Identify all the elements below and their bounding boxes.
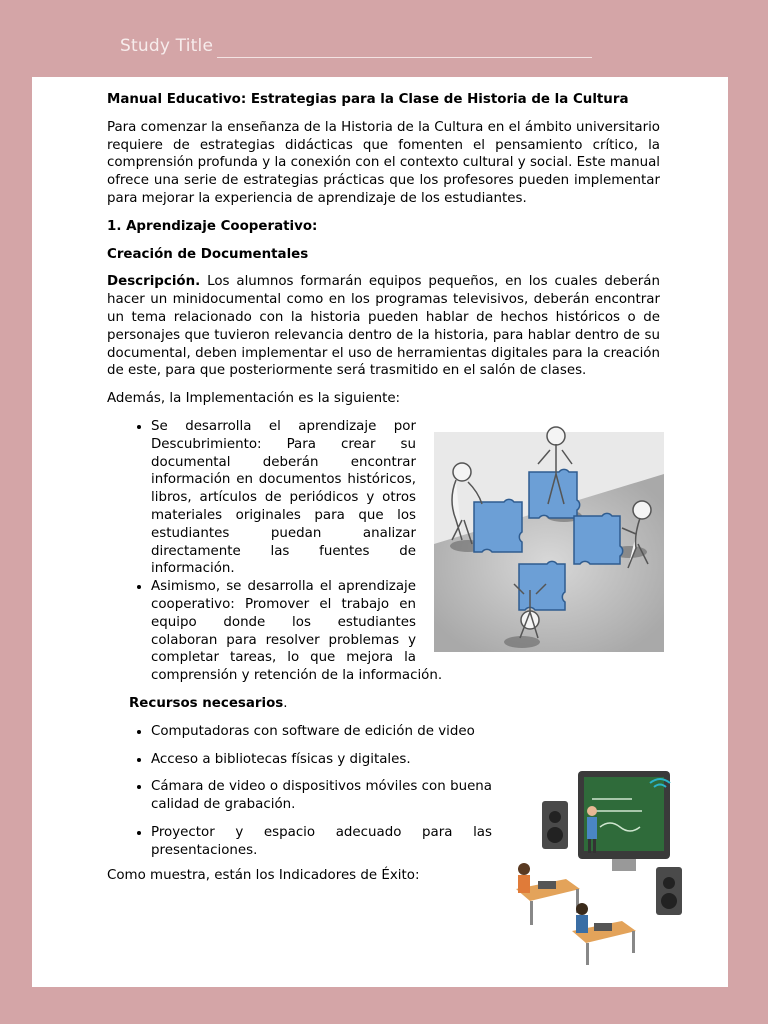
document-page	[32, 77, 728, 987]
description-label: Descripción.	[107, 274, 201, 290]
puzzle-teamwork-illustration	[434, 424, 664, 656]
intro-paragraph: Para comenzar la enseñanza de la Historia de la Cultura en el ámbito universitario requiere de estrategias didácticas que fomenten el pensamiento crítico, la comprensión profunda y la conexión con el contexto cultural y social. Este manual ofrece una serie de estrategias prácticas que los profesores pueden implementar para mejorar la experiencia de aprendizaje de los estudiantes.	[107, 119, 660, 206]
implementation-intro: Además, la Implementación es la siguiente:	[107, 391, 401, 407]
resources-heading	[107, 695, 660, 713]
study-title: Study Title	[120, 36, 214, 56]
resources-heading-period: .	[283, 695, 288, 711]
description-text: Los alumnos formarán equipos pequeños, en los cuales deberán hacer un minidocumental como en los programas televisivos, deberán encontrar un tema relacionado con la historia pueden hablar de hechos históricos o de personajes que tuvieron relevancia dentro de la historia, para hablar dentro de su documental, deben implementar el uso de herramientas digitales para la creación de este, para que posteriormente será trasmitido en el salón de clases.	[107, 274, 660, 379]
resource-item: • Acceso a bibliotecas físicas y digitales.	[151, 751, 660, 769]
resource-item: • Cámara de video o dispositivos móviles con buena calidad de grabación.	[151, 778, 660, 814]
document-content	[107, 91, 660, 969]
implementation-item: • Asimismo, se desarrolla el aprendizaje cooperativo: Promover el trabajo en equipo donde los estudiantes colaboran para resolver problemas y completar tareas, lo que mejora la comprensión y retención de la información.	[151, 578, 660, 685]
document-title: Manual Educativo: Estrategias para la Clase de Historia de la Cultura	[107, 92, 629, 107]
description-paragraph	[107, 273, 660, 380]
section-heading: 1. Aprendizaje Cooperativo:	[107, 218, 318, 234]
study-title-line	[217, 57, 592, 58]
classroom-illustration	[500, 769, 700, 969]
closing-paragraph: Como muestra, están los Indicadores de Éxito:	[107, 868, 420, 884]
subsection-heading: Creación de Documentales	[107, 246, 309, 262]
implementation-item: • Se desarrolla el aprendizaje por Descubrimiento: Para crear su documental deberán encontrar información en documentos históricos, libros, artículos de periódicos y otros materiales originales para que los estudiantes puedan analizar directamente las fuentes de información.	[151, 418, 660, 578]
resources-heading-text: Recursos necesarios	[129, 695, 284, 711]
resource-item: • Computadoras con software de edición de video	[151, 723, 660, 741]
resource-item: • Proyector y espacio adecuado para las presentaciones.	[151, 824, 660, 860]
